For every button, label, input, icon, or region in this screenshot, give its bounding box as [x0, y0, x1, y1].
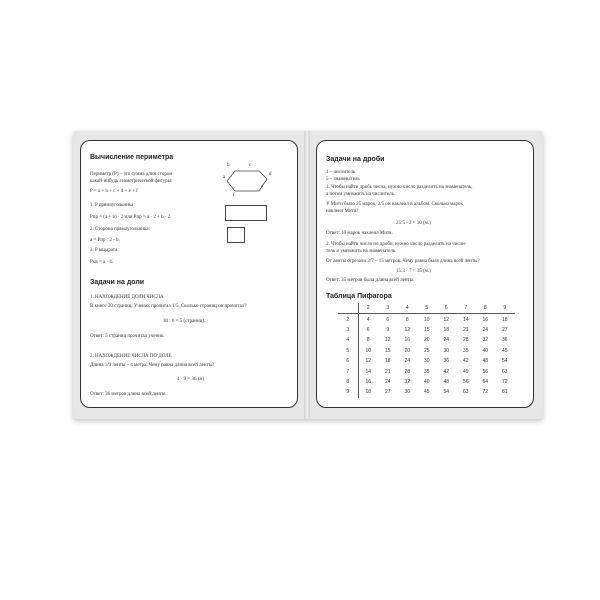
table-cell: 21 [384, 368, 391, 375]
fractions-task2-text: От ленты отрезали 3/7 – 15 метров. Чему равна была длина всей ленты? [326, 259, 480, 264]
hex-label-b: b [227, 163, 230, 168]
pythagoras-title: Таблица Пифагора [326, 293, 392, 300]
notebook-spine [304, 131, 310, 419]
fractions-rule1-line1: 1. Чтобы найти дробь числа, нужно число разделить на знаменатель, [326, 185, 473, 190]
table-cell: 48 [443, 378, 450, 385]
table-cell: 14 [365, 368, 372, 375]
square-perimeter-label: 3. P квадрата: [90, 248, 119, 253]
square-shape [227, 227, 245, 243]
table-cell: 72 [501, 378, 508, 385]
table-cell: 56 [482, 368, 489, 375]
table-row [338, 314, 515, 325]
table-cell: 20 [404, 347, 411, 354]
table-cell: 6 [386, 316, 390, 323]
table-cell: 14 [462, 316, 469, 323]
hex-label-e: e [261, 185, 264, 190]
perimeter-intro-1: Периметр (P) – это сумма длин сторон [90, 172, 173, 177]
rect-side-label: 2. Сторона прямоугольника: [90, 227, 150, 232]
table-cell: 8 [366, 337, 370, 344]
table-cell: 5 [338, 346, 358, 356]
table-cell: 9 [386, 326, 390, 333]
table-cell: 63 [462, 389, 469, 396]
table-cell: 16 [482, 316, 489, 323]
table-cell: 8 [338, 377, 358, 387]
table-cell: 12 [365, 358, 372, 365]
table-cell: 64 [482, 378, 489, 385]
fraction-legend-numerator: 1 – числитель [326, 170, 356, 175]
table-cell: 8 [476, 303, 496, 314]
table-cell: 42 [443, 368, 450, 375]
table-cell: 24 [482, 326, 489, 333]
table-row [338, 346, 515, 356]
fractions-task1-line2: наклеил Митя? [326, 209, 359, 214]
table-row [338, 356, 515, 366]
part2-heading: 2. НАХОЖДЕНИЕ ЧИСЛА ПО ДОЛЕ [90, 354, 172, 359]
table-cell: 54 [501, 358, 508, 365]
hex-label-a: a [223, 175, 226, 180]
perimeter-title: Вычисление периметра [90, 154, 174, 161]
table-cell: 2 [338, 314, 358, 325]
pythagoras-table [338, 303, 515, 398]
part2-calc: 4 · 9 = 36 (м) [177, 377, 205, 382]
table-cell: 12 [384, 337, 391, 344]
table-row [338, 325, 515, 335]
part1-calc: 30 : 6 = 5 (страниц). [163, 319, 206, 324]
part1-heading: 1. НАХОЖДЕНИЕ ДОЛИ ЧИСЛА [90, 295, 164, 300]
table-cell: 18 [384, 358, 391, 365]
table-cell: 45 [423, 389, 430, 396]
table-cell: 36 [501, 337, 508, 344]
hexagon-shape [221, 165, 273, 199]
table-cell: 30 [423, 358, 430, 365]
part1-text: В книге 30 страниц. Ученик прочитал 1/5. Сколько страниц он прочитал? [90, 304, 247, 309]
table-row [338, 387, 515, 397]
table-cell: 32 [482, 337, 489, 344]
fractions-rule2-line1: 2. Чтобы найти число по дроби, нужно число разделить на числи- [326, 242, 467, 247]
rectangle-shape [225, 205, 267, 221]
left-page [80, 140, 298, 408]
table-cell: 54 [443, 389, 450, 396]
part2-answer: Ответ: 36 метров длина всей ленты. [90, 392, 167, 397]
table-row [338, 366, 515, 376]
fractions-task1-answer: Ответ: 10 марок наклеил Митя. [326, 231, 393, 236]
table-cell: 8 [405, 316, 409, 323]
hex-label-d: d [269, 172, 272, 177]
table-cell: 42 [462, 358, 469, 365]
rect-perimeter-formula: Pпр = (a + b) · 2 или Pпр = a · 2 + b · 2. [90, 215, 172, 220]
table-cell: 63 [501, 368, 508, 375]
table-cell: 24 [384, 378, 391, 385]
table-cell: 7 [456, 303, 476, 314]
table-cell: 32 [404, 378, 411, 385]
table-cell: 6 [437, 303, 457, 314]
table-cell: 7 [338, 366, 358, 376]
table-cell: 72 [482, 389, 489, 396]
table-cell: 40 [423, 378, 430, 385]
table-cell: 5 [417, 303, 437, 314]
right-page [316, 140, 534, 408]
table-cell: 25 [423, 347, 430, 354]
table-cell: 56 [462, 378, 469, 385]
table-cell: 9 [495, 303, 515, 314]
table-cell: 24 [404, 358, 411, 365]
part2-text: Длина 1/9 ленты – 4 метра. Чему равна длина всей ленты? [90, 363, 215, 368]
table-cell: 4 [398, 303, 418, 314]
table-cell: 3 [378, 303, 398, 314]
table-cell: 28 [404, 368, 411, 375]
fractions-task2-answer: Ответ: 35 метров была длина всей ленты. [326, 278, 415, 283]
table-cell: 4 [366, 316, 370, 323]
part1-answer: Ответ: 5 страниц прочитал ученик. [90, 334, 165, 339]
perimeter-intro-2: какой-нибудь геометрической фигуры: [90, 179, 173, 184]
table-cell: 35 [462, 347, 469, 354]
table-cell: 18 [501, 316, 508, 323]
table-cell: 36 [404, 389, 411, 396]
fractions-rule2-line2: тель и умножить на знаменатель. [326, 249, 397, 254]
table-cell: 48 [482, 358, 489, 365]
table-cell: 45 [501, 347, 508, 354]
table-cell: 28 [462, 337, 469, 344]
fractions-task1-line1: У Мити было 25 марок. 2/5 он наклеил в альбом. Сколько марок [326, 202, 463, 207]
table-cell: 4 [338, 335, 358, 345]
table-cell: 40 [482, 347, 489, 354]
table-cell [338, 303, 358, 314]
table-cell: 16 [365, 378, 372, 385]
fractions-task2-calc: 15:3 · 7 = 35 (м.) [396, 269, 431, 274]
table-cell: 49 [462, 368, 469, 375]
table-cell: 81 [501, 389, 508, 396]
table-row [338, 335, 515, 345]
square-perimeter-formula: Pкв = a · 4. [90, 260, 114, 265]
table-cell: 20 [423, 337, 430, 344]
rect-side-formula: a = Pпр : 2 - b. [90, 238, 120, 243]
table-cell: 12 [404, 326, 411, 333]
table-cell: 15 [384, 347, 391, 354]
hex-label-f: f [233, 193, 235, 198]
table-cell: 27 [501, 326, 508, 333]
fractions-task1-calc: 25:5 · 2 = 10 (м.) [396, 221, 431, 226]
table-cell: 3 [338, 325, 358, 335]
table-cell: 6 [366, 326, 370, 333]
fraction-legend-denominator: 5 – знаменатель [326, 177, 360, 182]
table-cell: 18 [443, 326, 450, 333]
hex-label-c: c [249, 163, 252, 168]
table-row [338, 303, 515, 314]
table-row [338, 377, 515, 387]
table-cell: 27 [384, 389, 391, 396]
table-cell: 18 [365, 389, 372, 396]
table-cell: 21 [462, 326, 469, 333]
table-cell: 10 [365, 347, 372, 354]
table-cell: 36 [443, 358, 450, 365]
table-cell: 9 [338, 387, 358, 397]
table-cell: 16 [404, 337, 411, 344]
fractions-rule1-line2: а потом умножить на числитель. [326, 192, 396, 197]
table-cell: 2 [358, 303, 378, 314]
table-cell: 30 [443, 347, 450, 354]
table-cell: 24 [443, 337, 450, 344]
table-cell: 6 [338, 356, 358, 366]
perimeter-formula: P = a + b + c + d + e + f [90, 189, 138, 194]
parts-title: Задачи на доли [90, 279, 145, 286]
rect-perimeter-label: 1. P прямоугольника: [90, 203, 135, 208]
table-cell: 10 [423, 316, 430, 323]
table-cell: 15 [423, 326, 430, 333]
fractions-title: Задачи на дроби [326, 156, 385, 163]
table-cell: 35 [423, 368, 430, 375]
table-cell: 12 [443, 316, 450, 323]
